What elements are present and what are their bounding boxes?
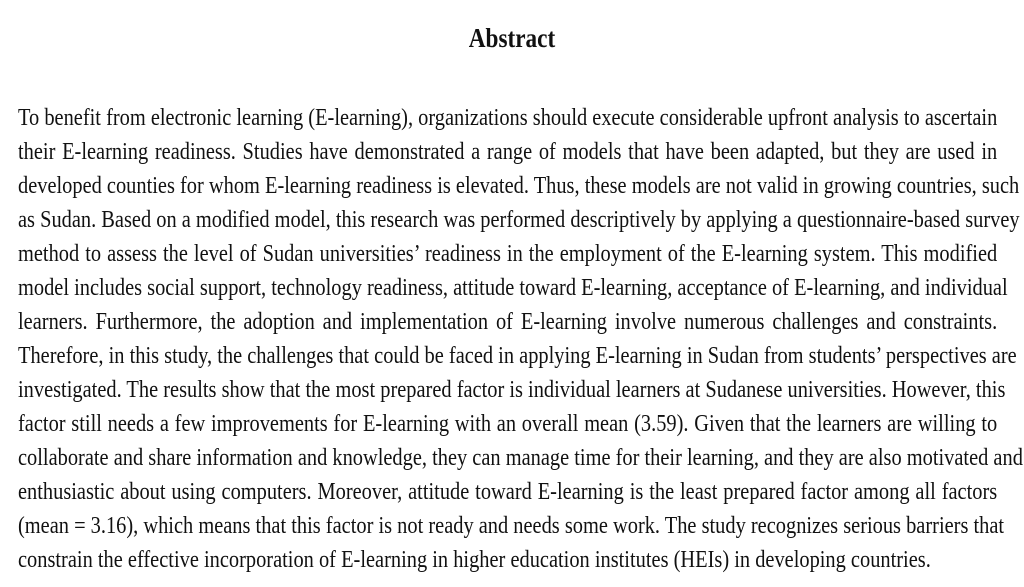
abstract-line: as Sudan. Based on a modified model, this research was performed descriptively by applying a questionnaire-based survey <box>18 207 1020 233</box>
abstract-line: their E-learning readiness. Studies have demonstrated a range of models that have been adapted, but they are used in <box>18 139 998 165</box>
abstract-line: learners. Furthermore, the adoption and implementation of E-learning involve numerous challenges and constraints. <box>18 309 998 335</box>
abstract-line: investigated. The results show that the most prepared factor is individual learners at Sudanese universities. However, this <box>18 377 1006 403</box>
abstract-line: model includes social support, technology readiness, attitude toward E-learning, acceptance of E-learning, and individual <box>18 275 1008 301</box>
abstract-line: collaborate and share information and knowledge, they can manage time for their learning, and they are also motivated and <box>18 445 1023 471</box>
abstract-line: Therefore, in this study, the challenges that could be faced in applying E-learning in Sudan from students’ perspectives are <box>18 343 1017 369</box>
abstract-line: To benefit from electronic learning (E-learning), organizations should execute considerable upfront analysis to ascertain <box>18 105 998 131</box>
abstract-line: method to assess the level of Sudan universities’ readiness in the employment of the E-learning system. This modified <box>18 241 998 267</box>
abstract-line: factor still needs a few improvements for E-learning with an overall mean (3.59). Given that the learners are willing to <box>18 411 998 437</box>
abstract-line: (mean = 3.16), which means that this factor is not ready and needs some work. The study recognizes serious barriers that <box>18 513 1005 539</box>
abstract-line: enthusiastic about using computers. Moreover, attitude toward E-learning is the least prepared factor among all factors <box>18 479 998 505</box>
abstract-body <box>18 101 1023 577</box>
abstract-line: constrain the effective incorporation of E-learning in higher education institutes (HEIs) in developing countries. <box>18 547 931 573</box>
abstract-heading: Abstract <box>468 23 556 53</box>
abstract-line: developed counties for whom E-learning readiness is elevated. Thus, these models are not valid in growing countries, such <box>18 173 1020 199</box>
